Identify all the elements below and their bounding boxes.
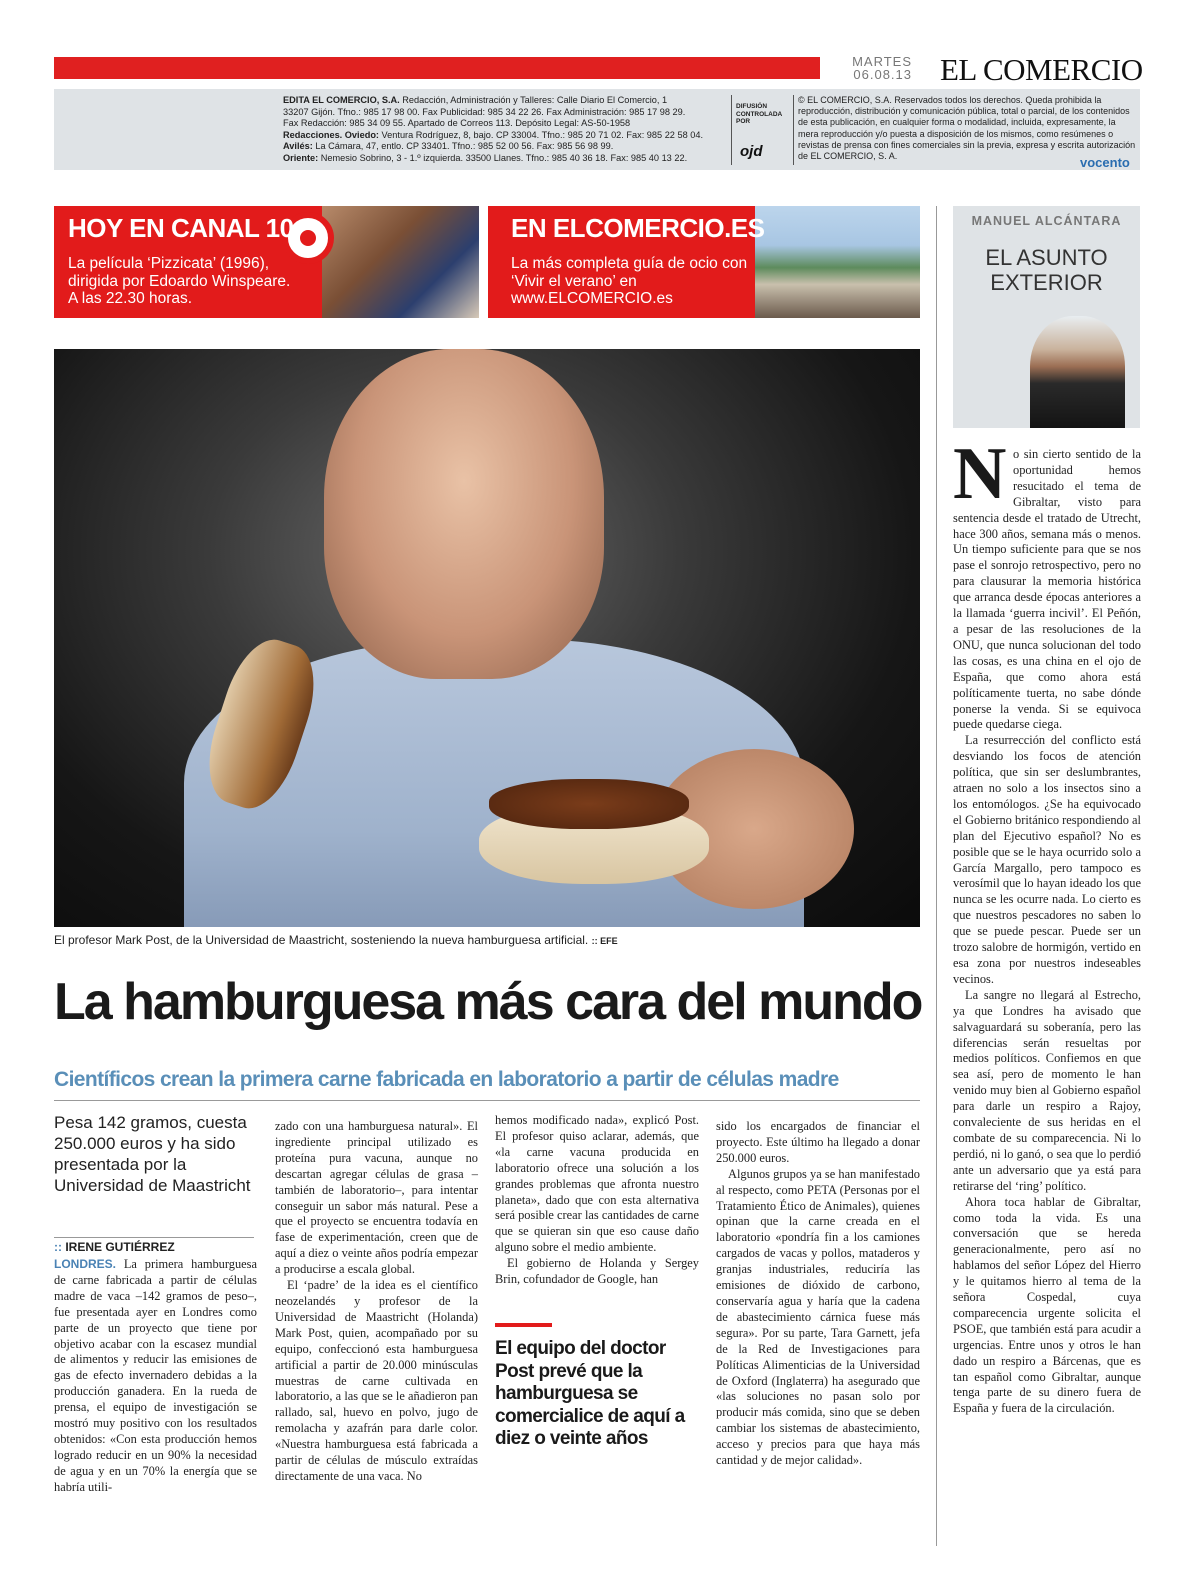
paragraph: hemos modificado nada», explicó Post. El profesor quiso aclarar, además, que «la carne vacuna producida en laboratorio ofrece una solución a los grandes problemas que afronta nuestro planeta», dado que con esta alternativa será posible crear las cantidades de carne que se quieran sin que eso cause daño alguno sobre el medio ambiente.	[495, 1113, 699, 1255]
ojd-logo: ojd	[740, 143, 763, 160]
divider	[793, 95, 794, 165]
paragraph: zado con una hamburguesa natural». El ingrediente principal utilizado es proteína pura vacuna, aunque no descartan agregar células de grasa –también de laboratorio–, para intentar conseguir un sabor más natural. Pese a que el proyecto se encuentra todavía en fase de experimentación, creen que de aquí a diez o veinte años podría empezar a producirse a escala global.	[275, 1119, 478, 1277]
paragraph: La resurrección del conflicto está desviando los focos de atención política, que sin ser deslumbrantes, atraen no solo a los insectos sino a los entomólogos. ¿Se ha equivocado el Gobierno británico respondiendo al plan del Ejecutivo español? No es posible que se le haya ocurrido solo a García Margallo, pero tampoco es verosímil que lo hayan ideado los que nunca se les ocurre nada. Lo cierto es que nuestros pescadores no saben lo que se puede pescar. Puede ser un trozo salobre de hormigón, vertido en esa zona por nuestros indeseables vecinos.	[953, 733, 1141, 986]
credits-line: 33207 Gijón. Tfno.: 985 17 98 00. Fax Publicidad: 985 34 22 26. Fax Administración: 985 17 98 29.	[283, 106, 686, 117]
paragraph: El gobierno de Holanda y Sergey Brin, cofundador de Google, han	[495, 1256, 699, 1287]
article-column-4	[716, 1119, 920, 1469]
promo-elcomercio-title: EN ELCOMERCIO.ES	[511, 213, 765, 243]
article-summary: Pesa 142 gramos, cuesta 250.000 euros y ha sido presentada por la Universidad de Maastricht	[54, 1113, 251, 1195]
byline: :: IRENE GUTIÉRREZ	[54, 1240, 175, 1254]
promo-canal10-title: HOY EN CANAL 10	[68, 213, 294, 243]
issue-day: MARTES	[852, 54, 912, 69]
promo-canal10-photo	[322, 206, 479, 318]
credits-line: EDITA EL COMERCIO, S.A. Redacción, Administración y Talleres: Calle Diario El Comercio, 1	[283, 95, 668, 105]
credits-line: Avilés: La Cámara, 47, entlo. CP 33401. Tfno.: 985 52 00 56. Fax: 985 56 98 99.	[283, 141, 614, 152]
column-author: MANUEL ALCÁNTARA	[971, 214, 1122, 228]
canal10-logo-inner	[295, 225, 321, 251]
drop-cap: N	[953, 433, 1007, 515]
divider	[731, 95, 732, 165]
pull-quote-rule	[495, 1323, 552, 1327]
promo-elcomercio-photo	[755, 206, 920, 318]
credits-line: Fax Redacción: 985 34 09 55. Apartado de Correos 113. Depósito Legal: AS-50-1958	[283, 118, 631, 129]
publisher-credits	[283, 95, 728, 165]
masthead-logo: EL COMERCIO	[940, 52, 1143, 87]
paragraph: o sin cierto sentido de la oportunidad hemos resucitado el tema de Gibraltar, visto para sentencia desde el tratado de Utrecht, hace 300 años, semana más o menos. Un tiempo suficiente para que se nos pase el sonrojo retrospectivo, pero no para clausurar la memoria histórica que arranca desde épocas anteriores a la llamada ‘guerra incivil’. El Peñón, a pesar de las resoluciones de la ONU, que nunca solucionan del todo las cosas, es una china en el ojo de España, que como ahora está políticamente tuerta, no sabe dónde ponerse la venda. Si se equivoca puede quedarse ciega.	[953, 447, 1141, 732]
main-photo	[54, 349, 920, 927]
article-column-1	[54, 1257, 257, 1496]
pull-quote: El equipo del doctor Post prevé que la hamburguesa se comercialice de aquí a diez o veinte años	[495, 1338, 685, 1449]
photo-face	[324, 349, 604, 679]
paragraph: sido los encargados de financiar el proyecto. Este último ha llegado a donar 250.000 euros.	[716, 1119, 920, 1165]
credits-line: Redacciones. Oviedo: Ventura Rodríguez, 8, bajo. CP 33004. Tfno.: 985 20 71 02. Fax: 985 22 58 04.	[283, 129, 704, 140]
paragraph: El ‘padre’ de la idea es el científico neozelandés y profesor de la Universidad de Maastricht (Holanda) Mark Post, quien, acompañado por su equipo, confeccionó esta hamburguesa artificial a partir de 20.000 minúsculas muestras de carne cultivada en laboratorio, a las que se le añadieron pan rallado, sal, huevo en polvo, jugo de remolacha y azafrán para darle color. «Nuestra hamburguesa está fabricada a partir de células de músculo extraídas directamente de una vaca. No	[275, 1278, 478, 1483]
paragraph: La sangre no llegará al Estrecho, ya que Londres ha avisado que salvaguardará su soberanía, pero las diferencias serán resueltas por medios políticos. Confiemos en que sea así, pero de momento le han venido muy bien al Gobierno español para darle un respiro a Rajoy, convaleciente de sus heridas en el combate de su comparecencia. Ni lo perdió, ni lo ganó, o sea que lo perdió ante un adversario que ya está para retirarse del ‘ring’ político.	[953, 987, 1141, 1193]
difusion-label: DIFUSIÓN CONTROLADA POR	[736, 103, 782, 125]
promo-elcomercio-text: La más completa guía de ocio con ‘Vivir el verano’ en www.ELCOMERCIO.es	[511, 255, 748, 307]
paragraph: LONDRES. La primera hamburguesa de carne fabricada a partir de células madre de vaca –142 gramos de peso–, fue presentada ayer en Londres como parte de un proyecto que tiene por objetivo acabar con la escasez mundial de alimentos y reducir las emisiones de gas de efecto invernadero debidas a la producción ganadera. En la rueda de prensa, el equipo de investigación se mostró muy positivo con los resultados obtenidos: «Con esta producción hemos logrado reducir en un 90% la necesidad de agua y en un 70% la energía que se habría utili-	[54, 1257, 257, 1494]
article-column-3	[495, 1113, 699, 1288]
photo-caption: El profesor Mark Post, de la Universidad de Maastricht, sosteniendo la nueva hamburguesa artificial. :: EFE	[54, 933, 618, 947]
divider	[936, 206, 937, 1546]
dateline: LONDRES.	[54, 1257, 117, 1271]
divider	[54, 1100, 920, 1101]
headline: La hamburguesa más cara del mundo	[54, 973, 922, 1031]
paragraph: Algunos grupos ya se han manifestado al respecto, como PETA (Personas por el Tratamiento Ético de Animales), quienes opinan que la carne creada en el laboratorio «pondría fin a los camiones cargados de vacas y pollos, mataderos y granjas industriales, reduciría las emisiones de dióxido de carbono, conservaría agua y haría que la cadena de abastecimiento cárnica fuese más segura». Por su parte, Tara Garnett, jefa de la Red de Investigaciones para Políticas Alimenticias de la Universidad de Oxford (Inglaterra) ha asegurado que «las soluciones no pasan solo por producir más comida, sino que se deben cambiar los sistemas de abastecimiento, acceso y precios para que haya más cantidad y de mejor calidad».	[716, 1166, 920, 1468]
issue-date: 06.08.13	[853, 67, 912, 82]
article-column-2	[275, 1119, 478, 1485]
divider	[54, 1237, 254, 1238]
photo-patty	[489, 779, 689, 829]
column-title: EL ASUNTO EXTERIOR	[985, 245, 1108, 295]
top-red-bar	[54, 57, 820, 79]
paragraph: Ahora toca hablar de Gibraltar, como toda la vida. Es una conversación que se hereda generacionalmente, pero así no hablamos del señor López del Hierro y le quitamos hierro al tema de la señora Cospedal, cuya comparecencia urgente solicita el PSOE, que también está para acudir a urgencias. Entre unos y otros le han dado un respiro a Bárcenas, que es tan español como Gibraltar, aunque tenga parte de su dinero fuera de España y fuera de la circulación.	[953, 1194, 1141, 1416]
opinion-column-text	[953, 447, 1141, 1417]
credits-line: Oriente: Nemesio Sobrino, 3 - 1.º izquierda. 33500 Llanes. Tfno.: 985 40 36 18. Fax: 985 40 13 22.	[283, 152, 688, 163]
author-photo	[1030, 316, 1125, 428]
subheadline: Científicos crean la primera carne fabricada en laboratorio a partir de células madre	[54, 1068, 839, 1091]
photo-credit: :: EFE	[591, 936, 618, 946]
vocento-logo: vocento	[1080, 155, 1130, 170]
copyright-notice: © EL COMERCIO, S.A. Reservados todos los derechos. Queda prohibida la reproducción, distribución y comunicación pública, total o parcial, de los contenidos de esta publicación, en cualquier forma o modalidad, incluida, expresamente, la mera reproducción y/o puesta a disposición de los mismos, como resúmenes o revistas de prensa con fines comerciales sin la previa, expresa y escrita autorización de EL COMERCIO, S. A.	[798, 95, 1136, 162]
promo-canal10-text: La película ‘Pizzicata’ (1996), dirigida por Edoardo Winspeare. A las 22.30 horas.	[68, 255, 291, 307]
